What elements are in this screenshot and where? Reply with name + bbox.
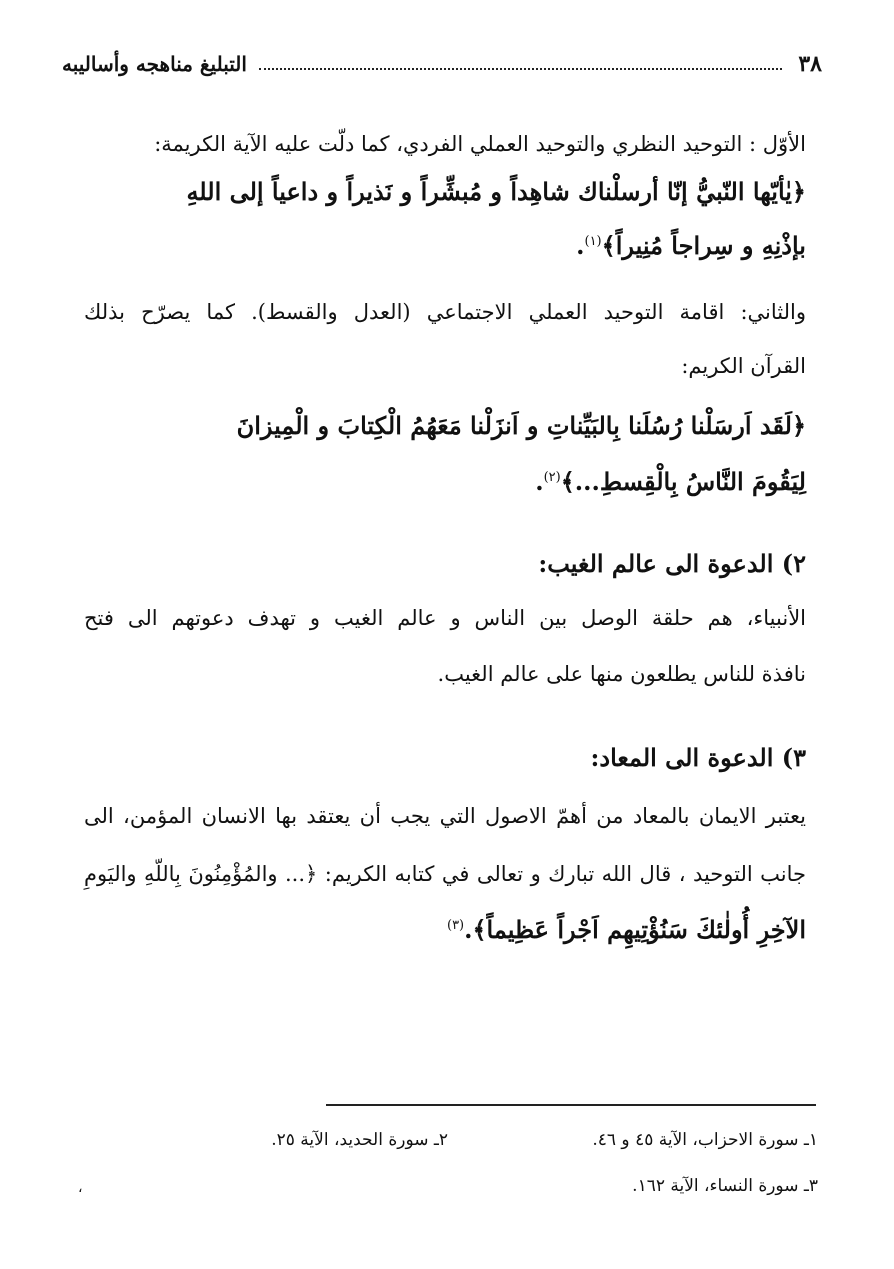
verse-3-text: الآخِرِ أُولٰئكَ سَنُؤْتِيهِم اَجْراً عَظِيماً﴾. bbox=[464, 915, 806, 944]
verse-2-text: لِيَقُومَ النَّاسُ بِالْقِسطِ...﴾ bbox=[560, 467, 806, 496]
dotted-leader bbox=[259, 68, 782, 70]
page-number: ٣٨ bbox=[798, 51, 822, 77]
paragraph-resurrection-line-2: جانب التوحيد ، قال الله تبارك و تعالى في كتابه الكريم: ﴿... والمُؤْمِنُونَ بِاللّهِ واليَومِ bbox=[84, 862, 806, 886]
verse-1-text: بإذْنِهِ و سِراجاً مُنِيراً﴾ bbox=[601, 231, 806, 260]
verse-2-line-1: ﴿لَقَد اَرسَلْنا رُسُلَنا بِالبَيِّناتِ و اَنزَلْنا مَعَهُمُ الْكِتابَ و الْمِيزانَ bbox=[236, 411, 806, 440]
paragraph-unseen-line-1: الأنبياء، هم حلقة الوصل بين الناس و عالم الغيب و تهدف دعوتهم الى فتح bbox=[84, 606, 806, 630]
paragraph-second-point-line-2: القرآن الكريم: bbox=[681, 354, 806, 378]
verse-1-line-1: ﴿يٰأيّها النّبيُّ إنّا أرسلْناك شاهِداً و مُبشِّراً و نَذيراً و داعياً إلى اللهِ bbox=[186, 177, 806, 206]
paragraph-unseen-line-2: نافذة للناس يطلعون منها على عالم الغيب. bbox=[437, 662, 806, 686]
running-title: التبليغ مناهجه وأساليبه bbox=[62, 52, 247, 76]
paragraph-first-point: الأوّل : التوحيد النظري والتوحيد العملي الفردي، كما دلّت عليه الآية الكريمة: bbox=[154, 132, 806, 156]
paragraph-resurrection-line-3 bbox=[447, 916, 806, 945]
verse-1-line-2: بإذْنِهِ و سِراجاً مُنِيراً﴾$^{(١)}$. bbox=[576, 231, 806, 260]
footnote-3: ٣ـ سورة النساء، الآية ١٦٢. bbox=[632, 1176, 818, 1196]
footnote-1: ١ـ سورة الاحزاب، الآية ٤٥ و ٤٦. bbox=[592, 1130, 818, 1150]
stray-mark: ، bbox=[78, 1180, 83, 1196]
footnote-2: ٢ـ سورة الحديد، الآية ٢٥. bbox=[271, 1130, 448, 1150]
section-heading-3: ٣) الدعوة الى المعاد: bbox=[590, 743, 806, 772]
paragraph-second-point-line-1: والثاني: اقامة التوحيد العملي الاجتماعي (العدل والقسط). كما يصرّح بذلك bbox=[84, 300, 806, 324]
footnote-ref-1: (١) bbox=[584, 234, 602, 249]
footnote-ref-2: (٢) bbox=[543, 470, 561, 485]
paragraph-resurrection-line-1: يعتبر الايمان بالمعاد من أهمّ الاصول التي يجب أن يعتقد بها الانسان المؤمن، الى bbox=[84, 804, 806, 828]
footnote-separator bbox=[326, 1104, 816, 1106]
verse-2-line-2: لِيَقُومَ النَّاسُ بِالْقِسطِ...﴾$^{(٢)}$. bbox=[535, 467, 806, 496]
section-heading-2: ٢) الدعوة الى عالم الغيب: bbox=[538, 549, 806, 578]
footnote-ref-3: (٣) bbox=[446, 918, 465, 933]
page-header bbox=[62, 44, 822, 84]
